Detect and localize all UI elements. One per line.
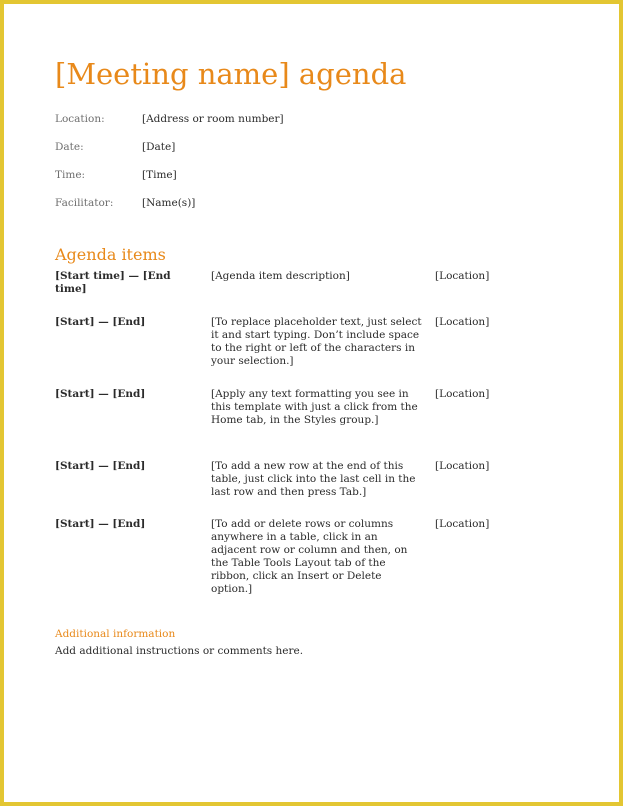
agenda-row	[55, 316, 575, 388]
agenda-description-cell[interactable]: [Apply any text formatting you see in this template with just a click from the Home tab, in the Styles group.]	[211, 388, 418, 426]
location-label: Location:	[55, 113, 105, 125]
agenda-time-cell[interactable]: [Start time] — [End time]	[55, 270, 171, 295]
detail-row-location	[55, 112, 555, 140]
detail-row-facilitator	[55, 196, 555, 224]
facilitator-value[interactable]: [Name(s)]	[142, 197, 196, 209]
agenda-location-cell[interactable]: [Location]	[435, 270, 490, 282]
date-value[interactable]: [Date]	[142, 141, 176, 153]
agenda-row	[55, 388, 575, 460]
date-label: Date:	[55, 141, 84, 153]
agenda-row	[55, 518, 575, 608]
agenda-location-cell[interactable]: [Location]	[435, 316, 490, 328]
agenda-row	[55, 270, 575, 316]
additional-info-text[interactable]: Add additional instructions or comments here.	[55, 645, 304, 657]
agenda-location-cell[interactable]: [Location]	[435, 460, 490, 472]
detail-row-date	[55, 140, 555, 168]
time-label: Time:	[55, 169, 86, 181]
meeting-title[interactable]: [Meeting name] agenda	[55, 57, 407, 91]
detail-row-time	[55, 168, 555, 196]
agenda-time-cell[interactable]: [Start] — [End]	[55, 388, 146, 400]
agenda-row	[55, 460, 575, 518]
agenda-location-cell[interactable]: [Location]	[435, 518, 490, 530]
agenda-time-cell[interactable]: [Start] — [End]	[55, 316, 146, 328]
time-value[interactable]: [Time]	[142, 169, 177, 181]
agenda-description-cell[interactable]: [To add or delete rows or columns anywhere in a table, click in an adjacent row or column and then, on the Table Tools Layout tab of the ribbon, click an Insert or Delete option.]	[211, 518, 408, 595]
agenda-description-cell[interactable]: [To replace placeholder text, just select it and start typing. Don’t include space to the right or left of the characters in your selection.]	[211, 316, 422, 367]
meeting-details	[55, 112, 555, 224]
additional-info-heading[interactable]: Additional information	[55, 628, 176, 640]
agenda-time-cell[interactable]: [Start] — [End]	[55, 518, 146, 530]
agenda-location-cell[interactable]: [Location]	[435, 388, 490, 400]
agenda-time-cell[interactable]: [Start] — [End]	[55, 460, 146, 472]
location-value[interactable]: [Address or room number]	[142, 113, 284, 125]
facilitator-label: Facilitator:	[55, 197, 114, 209]
agenda-table	[55, 270, 575, 608]
agenda-heading[interactable]: Agenda items	[55, 245, 166, 264]
agenda-description-cell[interactable]: [To add a new row at the end of this table, just click into the last cell in the last row and then press Tab.]	[211, 460, 416, 498]
agenda-description-cell[interactable]: [Agenda item description]	[211, 270, 350, 282]
